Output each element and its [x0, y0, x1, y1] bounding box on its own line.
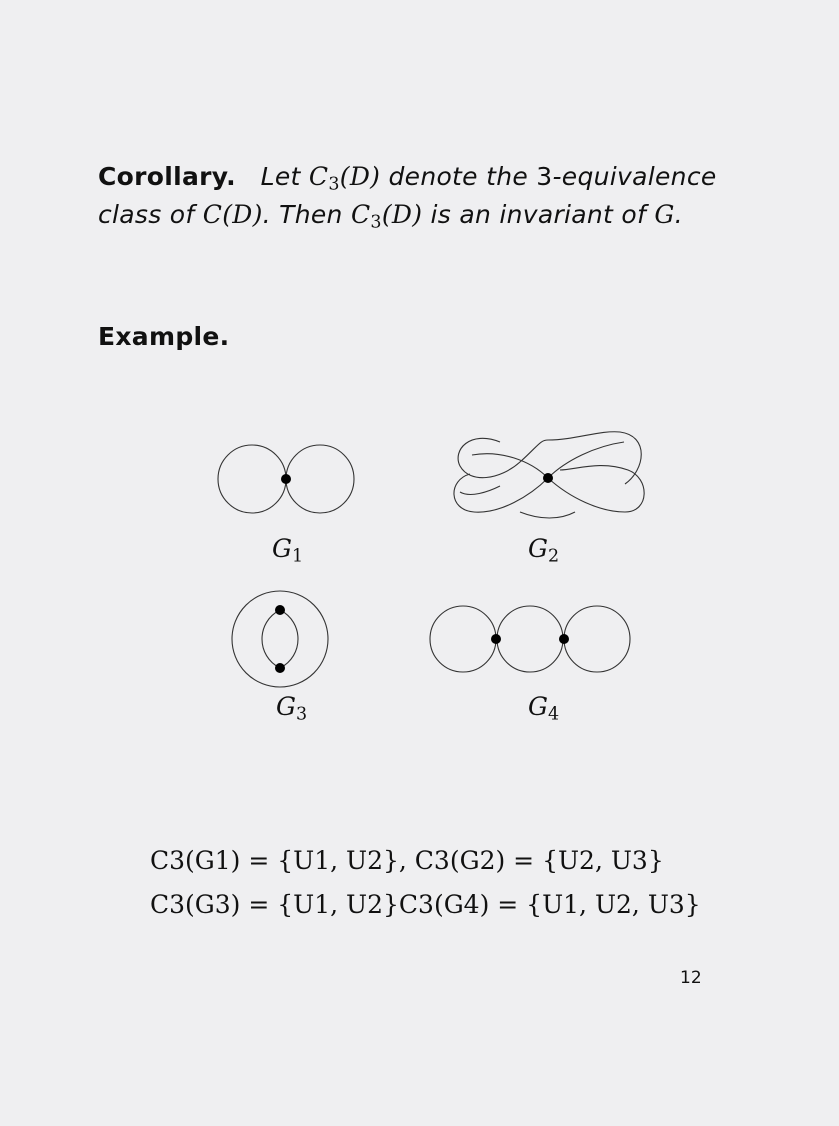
example-heading: Example.	[98, 322, 230, 351]
g4-vertex-right	[559, 634, 569, 644]
c3-symbol-2: $C_3(D)$	[350, 200, 423, 233]
page-number: 12	[680, 968, 702, 988]
label-g1: $G_1$	[272, 534, 304, 567]
equation-line-1	[150, 846, 664, 875]
g3-right-arc	[280, 610, 298, 668]
corollary-period: .	[674, 200, 683, 229]
label-g4: $G_4$	[528, 692, 560, 725]
g4-left-circle	[430, 606, 496, 672]
g4-right-circle	[564, 606, 630, 672]
equation-line-2	[150, 890, 701, 919]
g3-vertex-top	[275, 605, 285, 615]
g1-left-circle	[218, 445, 286, 513]
corollary-text-3: -equivalence class of	[98, 162, 717, 229]
g1-vertex	[281, 474, 291, 484]
three-number: 3	[536, 162, 553, 191]
g2-vertex	[543, 473, 553, 483]
g3-vertex-bottom	[275, 663, 285, 673]
g4-vertex-left	[491, 634, 501, 644]
corollary-text-5: is an invariant of	[422, 200, 655, 229]
graph-g4	[430, 606, 630, 672]
c3-symbol-1: $C_3(D)$	[308, 162, 381, 195]
g1-right-circle	[286, 445, 354, 513]
equation-line-2-text: C3(G3) = {U1, U2}C3(G4) = {U1, U2, U3}	[150, 890, 701, 919]
equation-line-1-text: C3(G1) = {U1, U2}, C3(G2) = {U2, U3}	[150, 846, 664, 875]
g-symbol: G	[654, 200, 675, 229]
g4-middle-circle	[497, 606, 563, 672]
label-g2: $G_2$	[528, 534, 560, 567]
corollary-text-2: denote the	[380, 162, 537, 191]
label-g3: $G_3$	[276, 692, 308, 725]
corollary-text-1: Let	[260, 162, 309, 191]
corollary-heading: Corollary.	[98, 162, 236, 191]
g3-left-arc	[262, 610, 280, 668]
cd-symbol: C(D)	[202, 200, 263, 229]
corollary-text-4: . Then	[262, 200, 351, 229]
